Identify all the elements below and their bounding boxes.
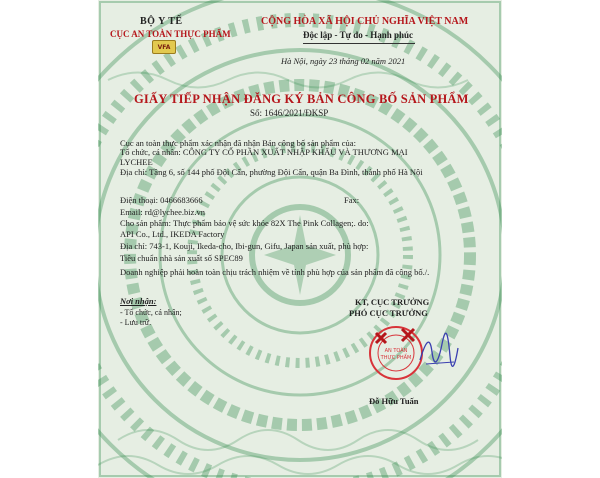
signer-name: Đỗ Hữu Tuấn (369, 396, 419, 406)
address-line: Địa chỉ: Tầng 6, số 144 phố Đội Cấn, phường Đội Cấn, quận Ba Đình, thành phố Hà Nội (120, 167, 423, 177)
phone-line: Điện thoại: 0466683666 (120, 195, 203, 205)
responsibility-line: Doanh nghiệp phải hoàn toàn chịu trách nhiệm về tính phù hợp của sản phẩm đã công bố./. (120, 267, 430, 277)
certificate-document (98, 0, 502, 478)
vfa-logo-text: VFA (157, 43, 171, 51)
ministry-name: BỘ Y TẾ (140, 16, 183, 27)
place-date: Hà Nội, ngày 23 tháng 02 năm 2021 (281, 56, 406, 66)
manufacturer-address-line: Địa chỉ: 743-1, Kouji, Ikeda-cho, Ibi-gun, Gifu, Japan sản xuất, phù hợp: (120, 241, 369, 251)
signature-title-2: PHÓ CỤC TRƯỞNG (349, 308, 428, 318)
manufacturer-line: API Co., Ltd., IKEDA Factory (120, 229, 225, 239)
product-line: Cho sản phẩm: Thực phẩm bảo vệ sức khỏe 82X The Pink Collagen;. do: (120, 218, 369, 228)
drum-pattern-background (98, 0, 502, 478)
organization-line-2: LYCHEE (120, 157, 153, 167)
email-line: Email: rd@lychee.biz.vn (120, 207, 206, 217)
recipient-item: - Tổ chức, cá nhân; (120, 308, 182, 317)
svg-text:THỰC PHẨM: THỰC PHẨM (380, 355, 412, 361)
agency-name: CỤC AN TOÀN THỰC PHẨM (110, 29, 231, 39)
svg-text:AN TOÀN: AN TOÀN (384, 348, 408, 354)
signature-title-1: KT, CỤC TRƯỞNG (355, 297, 430, 307)
document-title: GIẤY TIẾP NHẬN ĐĂNG KÝ BẢN CÔNG BỐ SẢN PHẨM (134, 92, 469, 106)
standard-line: Tiêu chuẩn nhà sản xuất số SPEC89 (120, 253, 243, 263)
national-motto: Độc lập - Tự do - Hạnh phúc (303, 30, 414, 40)
document-number: Số: 1646/2021/ĐKSP (250, 108, 329, 118)
handwritten-signature (416, 330, 460, 370)
recipient-item: - Lưu trữ. (120, 318, 152, 327)
vfa-logo (152, 40, 176, 54)
intro-line: Cục an toàn thực phẩm xác nhận đã nhận Bản công bố sản phẩm của: (120, 138, 356, 148)
organization-line-1: Tổ chức, cá nhân: CÔNG TY CỔ PHẦN XUẤT NHẬP KHẨU VÀ THƯƠNG MẠI (120, 147, 408, 157)
country-name: CỘNG HÒA XÃ HỘI CHỦ NGHĨA VIỆT NAM (261, 16, 469, 27)
fax-line: Fax: (344, 195, 360, 205)
motto-underline (303, 43, 415, 44)
recipients-heading: Nơi nhận: (120, 296, 157, 306)
